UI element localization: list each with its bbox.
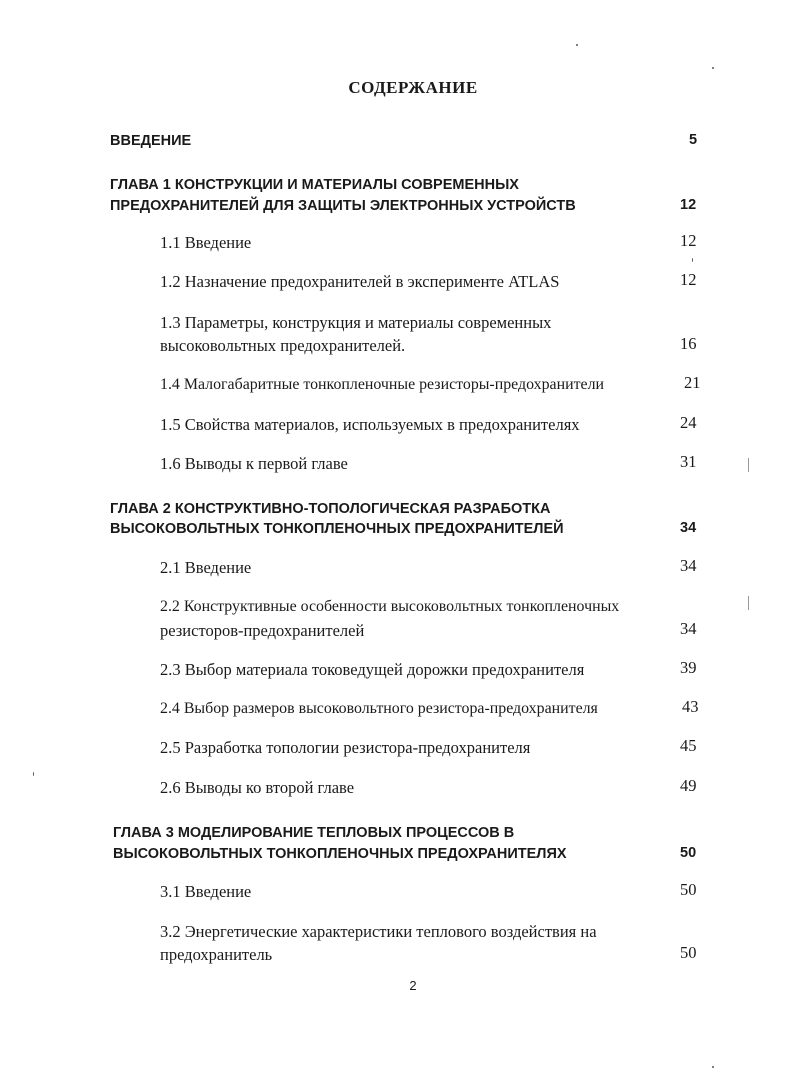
section-2-2-title-line2: резисторов-предохранителей — [160, 621, 365, 640]
chapter-1-page: 12 — [680, 197, 697, 213]
section-3-2-title-line2: предохранитель — [160, 945, 273, 964]
section-1-3-title-line1: 1.3 Параметры, конструкция и материалы современных — [160, 313, 552, 332]
section-2-2-page: 34 — [680, 619, 697, 638]
section-1-6-page: 31 — [680, 452, 697, 471]
chapter-3-title-line2: ВЫСОКОВОЛЬТНЫХ ТОНКОПЛЕНОЧНЫХ ПРЕДОХРАНИТЕЛЯХ — [113, 846, 567, 862]
page-number: 2 — [409, 978, 417, 993]
section-1-3-page: 16 — [680, 334, 697, 353]
scan-speck — [748, 458, 749, 472]
scan-speck — [576, 44, 578, 46]
section-3-2-page: 50 — [680, 943, 697, 962]
section-2-6-title: 2.6 Выводы ко второй главе — [160, 778, 355, 797]
section-2-6-page: 49 — [680, 776, 697, 795]
chapter-2-page: 34 — [680, 520, 697, 536]
scan-speck — [748, 596, 749, 610]
section-3-1-title: 3.1 Введение — [160, 882, 252, 901]
section-2-4-title: 2.4 Выбор размеров высоковольтного резистора-предохранителя — [160, 700, 598, 717]
section-1-5-page: 24 — [680, 413, 697, 432]
chapter-3-title-line1: ГЛАВА 3 МОДЕЛИРОВАНИЕ ТЕПЛОВЫХ ПРОЦЕССОВ В — [113, 825, 515, 841]
section-1-1-title: 1.1 Введение — [160, 233, 252, 252]
section-3-2-title-line1: 3.2 Энергетические характеристики теплового воздействия на — [160, 922, 597, 941]
section-1-2-page: 12 — [680, 270, 697, 289]
section-2-5-page: 45 — [680, 736, 697, 755]
chapter-1-title-line2: ПРЕДОХРАНИТЕЛЕЙ ДЛЯ ЗАЩИТЫ ЭЛЕКТРОННЫХ УСТРОЙСТВ — [110, 198, 576, 214]
section-1-1-page: 12 — [680, 231, 697, 250]
section-2-2-title-line1: 2.2 Конструктивные особенности высоковольтных тонкопленочных — [160, 598, 620, 615]
section-1-3-title-line2: высоковольтных предохранителей. — [160, 336, 406, 355]
scan-speck — [712, 1066, 714, 1068]
section-2-3-page: 39 — [680, 658, 697, 677]
page-title: СОДЕРЖАНИЕ — [348, 78, 478, 97]
chapter-1-title-line1: ГЛАВА 1 КОНСТРУКЦИИ И МАТЕРИАЛЫ СОВРЕМЕННЫХ — [110, 177, 519, 193]
section-1-6-title: 1.6 Выводы к первой главе — [160, 454, 348, 473]
scan-speck — [33, 772, 34, 776]
chapter-2-title-line1: ГЛАВА 2 КОНСТРУКТИВНО-ТОПОЛОГИЧЕСКАЯ РАЗРАБОТКА — [110, 501, 551, 517]
scan-speck — [692, 258, 693, 262]
section-3-1-page: 50 — [680, 880, 697, 899]
chapter-3-page: 50 — [680, 845, 697, 861]
section-2-1-title: 2.1 Введение — [160, 558, 252, 577]
toc-intro-label: ВВЕДЕНИЕ — [110, 133, 192, 149]
toc-intro-page: 5 — [689, 132, 698, 148]
section-2-1-page: 34 — [680, 556, 697, 575]
section-2-5-title: 2.5 Разработка топологии резистора-предохранителя — [160, 738, 531, 757]
section-2-3-title: 2.3 Выбор материала токоведущей дорожки предохранителя — [160, 660, 585, 679]
chapter-2-title-line2: ВЫСОКОВОЛЬТНЫХ ТОНКОПЛЕНОЧНЫХ ПРЕДОХРАНИТЕЛЕЙ — [110, 521, 564, 537]
scan-speck — [712, 67, 714, 69]
section-1-4-page: 21 — [684, 373, 701, 392]
section-1-2-title: 1.2 Назначение предохранителей в эксперименте ATLAS — [160, 272, 560, 291]
section-1-5-title: 1.5 Свойства материалов, используемых в предохранителях — [160, 415, 580, 434]
section-2-4-page: 43 — [682, 697, 699, 716]
section-1-4-title: 1.4 Малогабаритные тонкопленочные резисторы-предохранители — [160, 376, 605, 393]
